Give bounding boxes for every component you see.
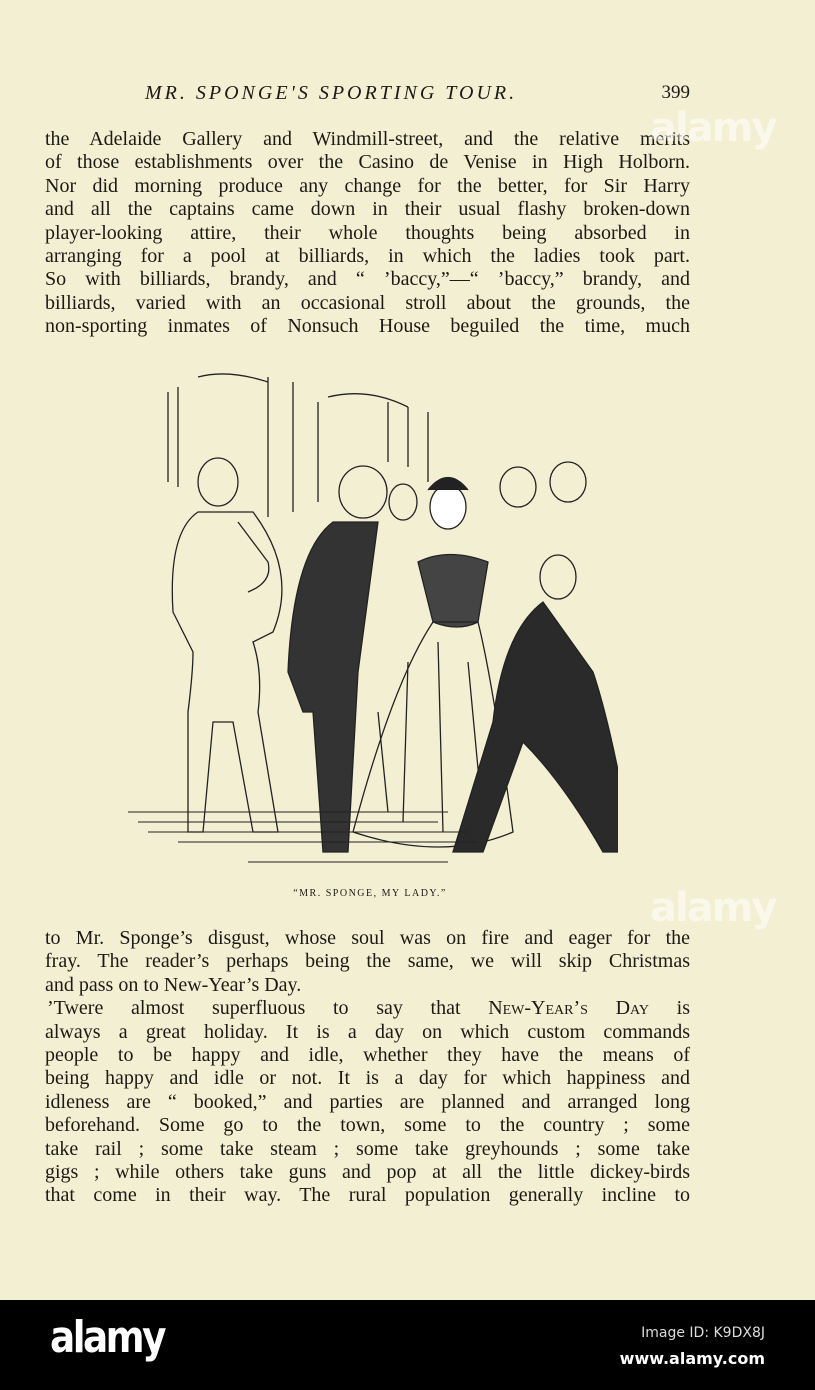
engraving-illustration xyxy=(118,362,618,877)
text-line: non-sporting inmates of Nonsuch House beguiled the time, much xyxy=(45,315,690,338)
text-line xyxy=(45,997,690,1020)
text-segment: is xyxy=(649,997,691,1020)
page-number: 399 xyxy=(661,82,690,103)
page-header xyxy=(45,82,690,108)
watermark: alamy xyxy=(650,105,776,151)
men-background xyxy=(389,462,586,520)
text-line: always a great holiday. It is a day on which custom commands xyxy=(45,1020,690,1043)
curtain-background xyxy=(168,374,428,517)
text-line: of those establishments over the Casino de Venise in High Holborn. xyxy=(45,151,690,174)
text-line: idleness are “ booked,” and parties are planned and arranged long xyxy=(45,1090,690,1113)
small-caps-text: New-Year’s Day xyxy=(488,997,649,1020)
man-left xyxy=(172,458,282,832)
text-line: arranging for a pool at billiards, in which the ladies took part. xyxy=(45,244,690,267)
illustration-caption: “MR. SPONGE, MY LADY.” xyxy=(293,888,447,899)
text-line: beforehand. Some go to the town, some to the country ; some xyxy=(45,1114,690,1137)
floor-hatching xyxy=(128,812,478,862)
text-line: fray. The reader’s perhaps being the same, we will skip Christmas xyxy=(45,950,690,973)
watermark: alamy xyxy=(650,885,776,931)
running-title: MR. SPONGE'S SPORTING TOUR. xyxy=(145,82,518,104)
text-line: take rail ; some take steam ; some take greyhounds ; some take xyxy=(45,1137,690,1160)
text-line: and all the captains came down in their usual flashy broken-down xyxy=(45,198,690,221)
text-segment: ’Twere almost superfluous to say that xyxy=(47,997,489,1020)
text-line: that come in their way. The rural population generally incline to xyxy=(45,1184,690,1207)
text-line: people to be happy and idle, whether they have the means of xyxy=(45,1043,690,1066)
man-center xyxy=(288,466,387,852)
text-line: and pass on to New-Year’s Day. xyxy=(45,973,302,996)
text-line: Nor did morning produce any change for the better, for Sir Harry xyxy=(45,174,690,197)
text-line: to Mr. Sponge’s disgust, whose soul was on fire and eager for the xyxy=(45,927,690,949)
text-line: gigs ; while others take guns and pop at all the little dickey-birds xyxy=(45,1160,690,1183)
footer-bar xyxy=(0,1300,815,1390)
text-line: the Adelaide Gallery and Windmill-street, and the relative merits xyxy=(45,128,690,150)
site-url[interactable]: www.alamy.com xyxy=(619,1349,765,1368)
text-line: player-looking attire, their whole thoughts being absorbed in xyxy=(45,221,690,244)
image-id: Image ID: K9DX8J xyxy=(641,1325,765,1341)
text-line: So with billiards, brandy, and “ ’baccy,”—“ ’baccy,” brandy, and xyxy=(45,268,690,291)
text-line: being happy and idle or not. It is a day for which happiness and xyxy=(45,1067,690,1090)
alamy-logo: alamy xyxy=(50,1312,164,1363)
text-line: billiards, varied with an occasional stroll about the grounds, the xyxy=(45,291,690,314)
paragraph-bottom xyxy=(45,927,690,1208)
paragraph-top xyxy=(45,128,690,339)
